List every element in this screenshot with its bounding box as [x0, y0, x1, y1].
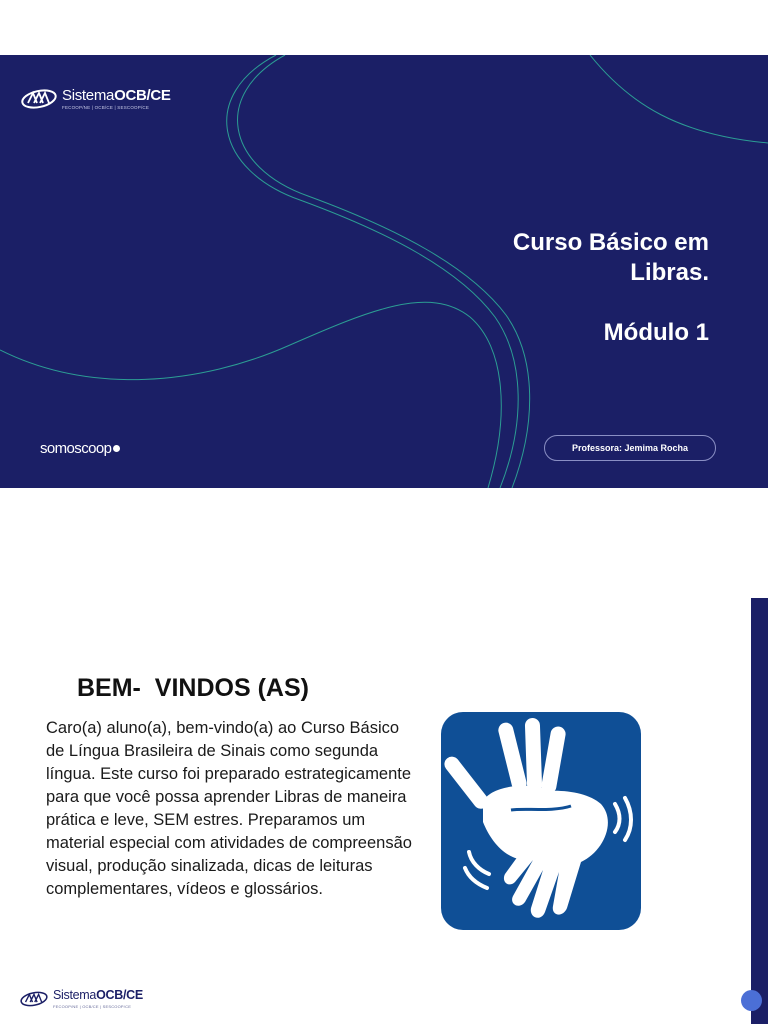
course-title [409, 228, 709, 288]
sign-language-icon [441, 712, 641, 930]
sistema-ocb-logo-footer [19, 989, 143, 1009]
ocb-emblem-icon [19, 989, 49, 1009]
logo-brand-bold: OCB/CE [114, 87, 171, 104]
logo-subtitle: FECOOP/NE | OCB/CE | SESCOOP/CE [62, 105, 150, 110]
welcome-body: Caro(a) aluno(a), bem-vindo(a) ao Curso Básico de Língua Brasileira de Sinais como segunda língua. Este curso foi preparado estrategicamente para que você possa aprender Libras de maneira prática e leve, SEM estres. Preparamos um material especial com atividades de compreensão visual, produção sinalizada, dicas de leituras complementares, vídeos e glossários. [46, 719, 412, 898]
logo-brand-bold: OCB/CE [96, 988, 143, 1003]
cover-slide [0, 55, 768, 488]
logo-brand-light: Sistema [53, 988, 97, 1003]
somoscoop-logo [40, 440, 120, 457]
somoscoop-bold: coop [81, 440, 112, 457]
logo-subtitle: FECOOP/NE | OCB/CE | SESCOOP/CE [53, 1003, 132, 1009]
welcome-slide [0, 560, 768, 1024]
logo-brand-light: Sistema [62, 87, 115, 104]
module-label: Módulo 1 [603, 319, 709, 346]
teacher-badge: Professora: Jemima Rocha [544, 435, 716, 461]
somoscoop-dot-icon [113, 445, 120, 452]
ocb-emblem-icon [20, 86, 58, 112]
page-dot-icon [741, 990, 762, 1011]
course-title-line2: Libras. [630, 259, 709, 286]
somoscoop-light: somos [40, 440, 82, 457]
course-title-line1: Curso Básico em [512, 229, 709, 256]
sistema-ocb-logo [20, 86, 171, 112]
slide-edge-bar [751, 598, 768, 1024]
welcome-heading: BEM- VINDOS (AS) [77, 674, 309, 702]
